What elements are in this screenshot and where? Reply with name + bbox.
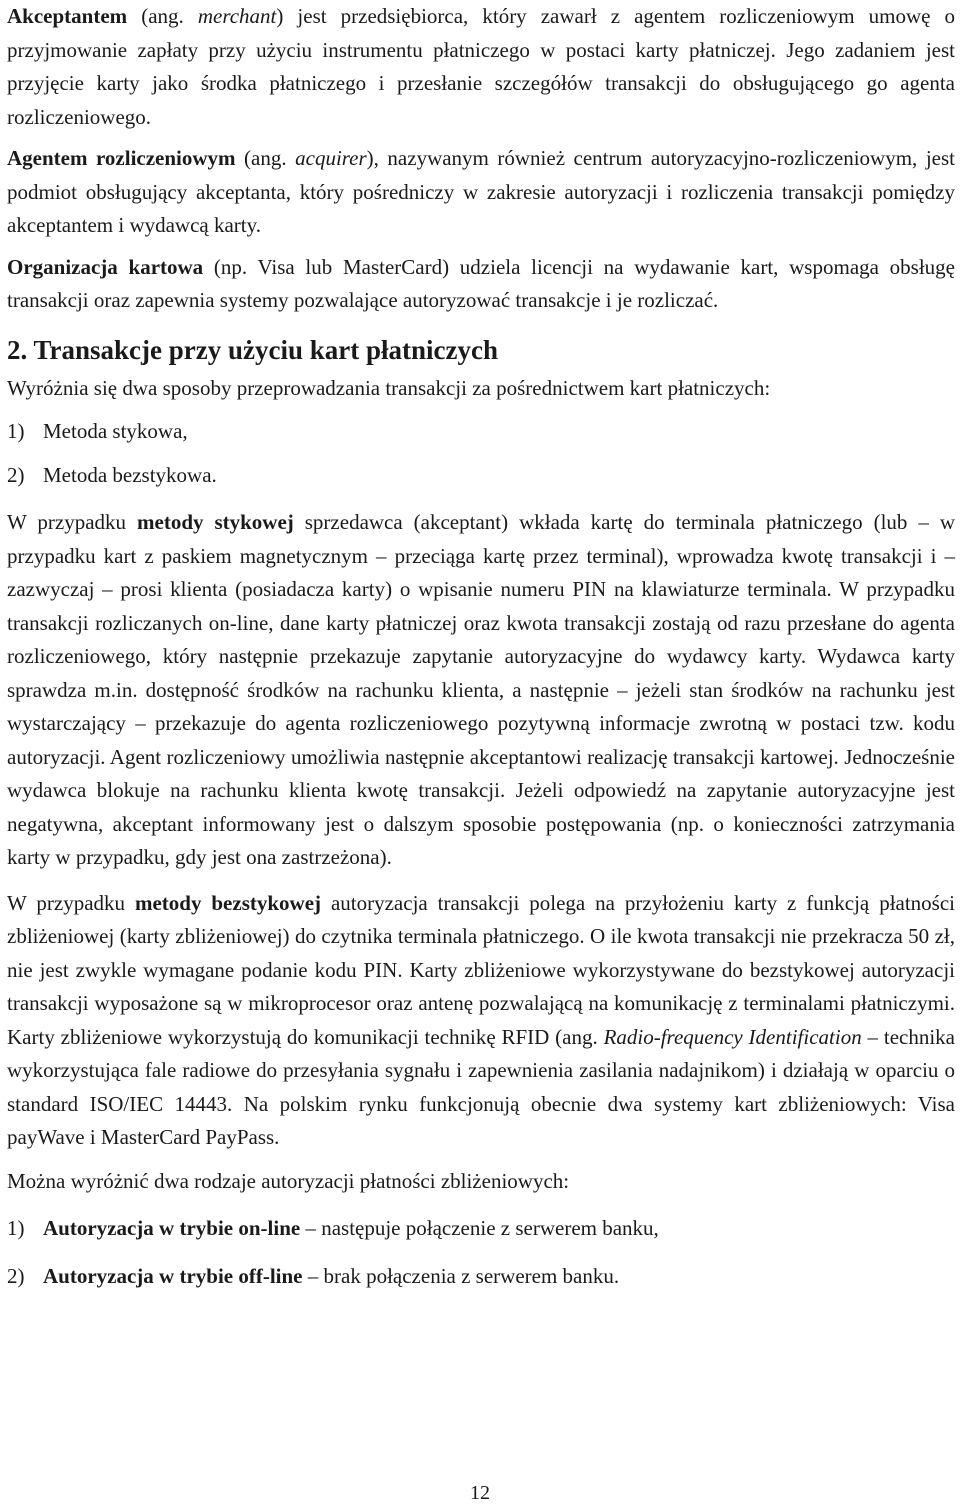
text-span: (ang. bbox=[127, 4, 198, 28]
list-number: 2) bbox=[7, 462, 25, 487]
term-auth-offline: Autoryzacja w trybie off-line bbox=[43, 1263, 303, 1288]
section-heading: 2. Transakcje przy użyciu kart płatniczych bbox=[7, 334, 498, 365]
text-span: – technika wykorzystująca fale radiowe do przesyłania sygnału i zapewnienia zasilania nadajnikom) i działają w oparciu o standard ISO/IEC 14443. Na polskim rynku funkcjonują obecnie dwa systemy kart zbliżeniowych: Visa payWave i MasterCard PayPass. bbox=[7, 1024, 955, 1149]
text-span: (ang. bbox=[235, 146, 296, 170]
term-acquirer: Agentem rozliczeniowym bbox=[7, 146, 236, 170]
paragraph-auth-intro: Można wyróżnić dwa rodzaje autoryzacji płatności zbliżeniowych: bbox=[7, 1168, 570, 1193]
paragraph-contactless-method bbox=[7, 887, 955, 1155]
paragraph-card-organization-definition bbox=[7, 251, 955, 318]
text-span: W przypadku bbox=[7, 890, 135, 915]
list-number: 2) bbox=[7, 1263, 25, 1288]
term-contact-method: metody stykowej bbox=[137, 510, 294, 534]
list-item-auth-offline bbox=[7, 1260, 955, 1294]
list-number: 1) bbox=[7, 1216, 25, 1240]
list-item-method-2 bbox=[7, 459, 955, 493]
list-text: Metoda bezstykowa. bbox=[43, 462, 217, 487]
list-text: Metoda stykowa, bbox=[43, 419, 188, 443]
list-text: – następuje połączenie z serwerem banku, bbox=[300, 1216, 659, 1240]
text-span: ), nazywanym również centrum autoryzacyjno-rozliczeniowym, jest podmiot obsługujący akceptanta, który pośredniczy w zakresie autoryzacji i rozliczenia transakcji pomiędzy akceptantem i wydawcą karty. bbox=[7, 146, 955, 237]
paragraph-acquirer-definition bbox=[7, 142, 955, 243]
paragraph-merchant-definition bbox=[7, 0, 955, 134]
list-number: 1) bbox=[7, 419, 25, 443]
document-page bbox=[7, 0, 955, 1293]
text-span: sprzedawca (akceptant) wkłada kartę do terminala płatniczego (lub – w przypadku kart z paskiem magnetycznym – przeciąga kartę przez terminal), wprowadza kwotę transakcji i – zazwyczaj – prosi klienta (posiadacza karty) o wpisanie numeru PIN na klawiaturze terminala. W przypadku transakcji rozliczanych on-line, dane karty płatniczej oraz kwota transakcji zostają od razu przesłane do agenta rozliczeniowego, który następnie przekazuje zapytanie autoryzacyjne do wydawcy karty. Wydawca karty sprawdza m.in. dostępność środków na rachunku klienta, a następnie – jeżeli stan środków na rachunku jest wystarczający – przekazuje do agenta rozliczeniowego pozytywną informacje zwrotną w postaci tzw. kodu autoryzacji. Agent rozliczeniowy umożliwia następnie akceptantowi realizację transakcji kartowej. Jednocześnie wydawca blokuje na rachunku klienta kwotę transakcji. Jeżeli odpowiedź na zapytanie autoryzacyjne jest negatywna, akceptant informowany jest o dalszym sposobie postępowania (np. o konieczności zatrzymania karty w przypadku, gdy jest ona zastrzeżona). bbox=[7, 510, 956, 869]
term-card-organization: Organizacja kartowa bbox=[7, 254, 204, 279]
english-term: merchant bbox=[197, 4, 277, 28]
list-text: – brak połączenia z serwerem banku. bbox=[302, 1263, 620, 1288]
term-auth-online: Autoryzacja w trybie on-line bbox=[43, 1216, 301, 1240]
text-span: (np. Visa lub MasterCard) udziela licencji na wydawanie kart, wspomaga obsługę transakcji oraz zapewnia systemy pozwalające autoryzować transakcje i je rozliczać. bbox=[7, 254, 956, 312]
term-contactless-method: metody bezstykowej bbox=[134, 890, 322, 915]
list-item-auth-online bbox=[7, 1212, 955, 1246]
paragraph-contact-method bbox=[7, 506, 955, 875]
text-span: W przypadku bbox=[7, 510, 138, 534]
english-term: acquirer bbox=[295, 146, 367, 170]
text-span: ) jest przedsiębiorca, który zawarł z agentem rozliczeniowym umowę o przyjmowanie zapłaty przy użyciu instrumentu płatniczego w postaci karty płatniczej. Jego zadaniem jest przyjęcie karty jako środka płatniczego i przesłanie szczegółów transakcji do obsługującego go agenta rozliczeniowego. bbox=[7, 4, 955, 129]
text-span: autoryzacja transakcji polega na przyłożeniu karty z funkcją płatności zbliżeniowej (karty zbliżeniowej) do czytnika terminala płatniczego. O ile kwota transakcji nie przekracza 50 zł, nie jest zwykle wymagane podanie kodu PIN. Karty zbliżeniowe wykorzystywane do bezstykowej autoryzacji transakcji wyposażone są w mikroprocesor oraz antenę pozwalającą na komunikację z terminalami płatniczymi. Karty zbliżeniowe wykorzystują do komunikacji technikę RFID (ang. bbox=[7, 890, 956, 1049]
page-number: 12 bbox=[470, 1482, 490, 1504]
english-term: Radio-frequency Identification bbox=[603, 1024, 862, 1049]
paragraph-methods-intro: Wyróżnia się dwa sposoby przeprowadzania transakcji za pośrednictwem kart płatniczych: bbox=[7, 375, 771, 400]
term-merchant: Akceptantem bbox=[7, 4, 128, 28]
list-item-method-1 bbox=[7, 415, 955, 449]
